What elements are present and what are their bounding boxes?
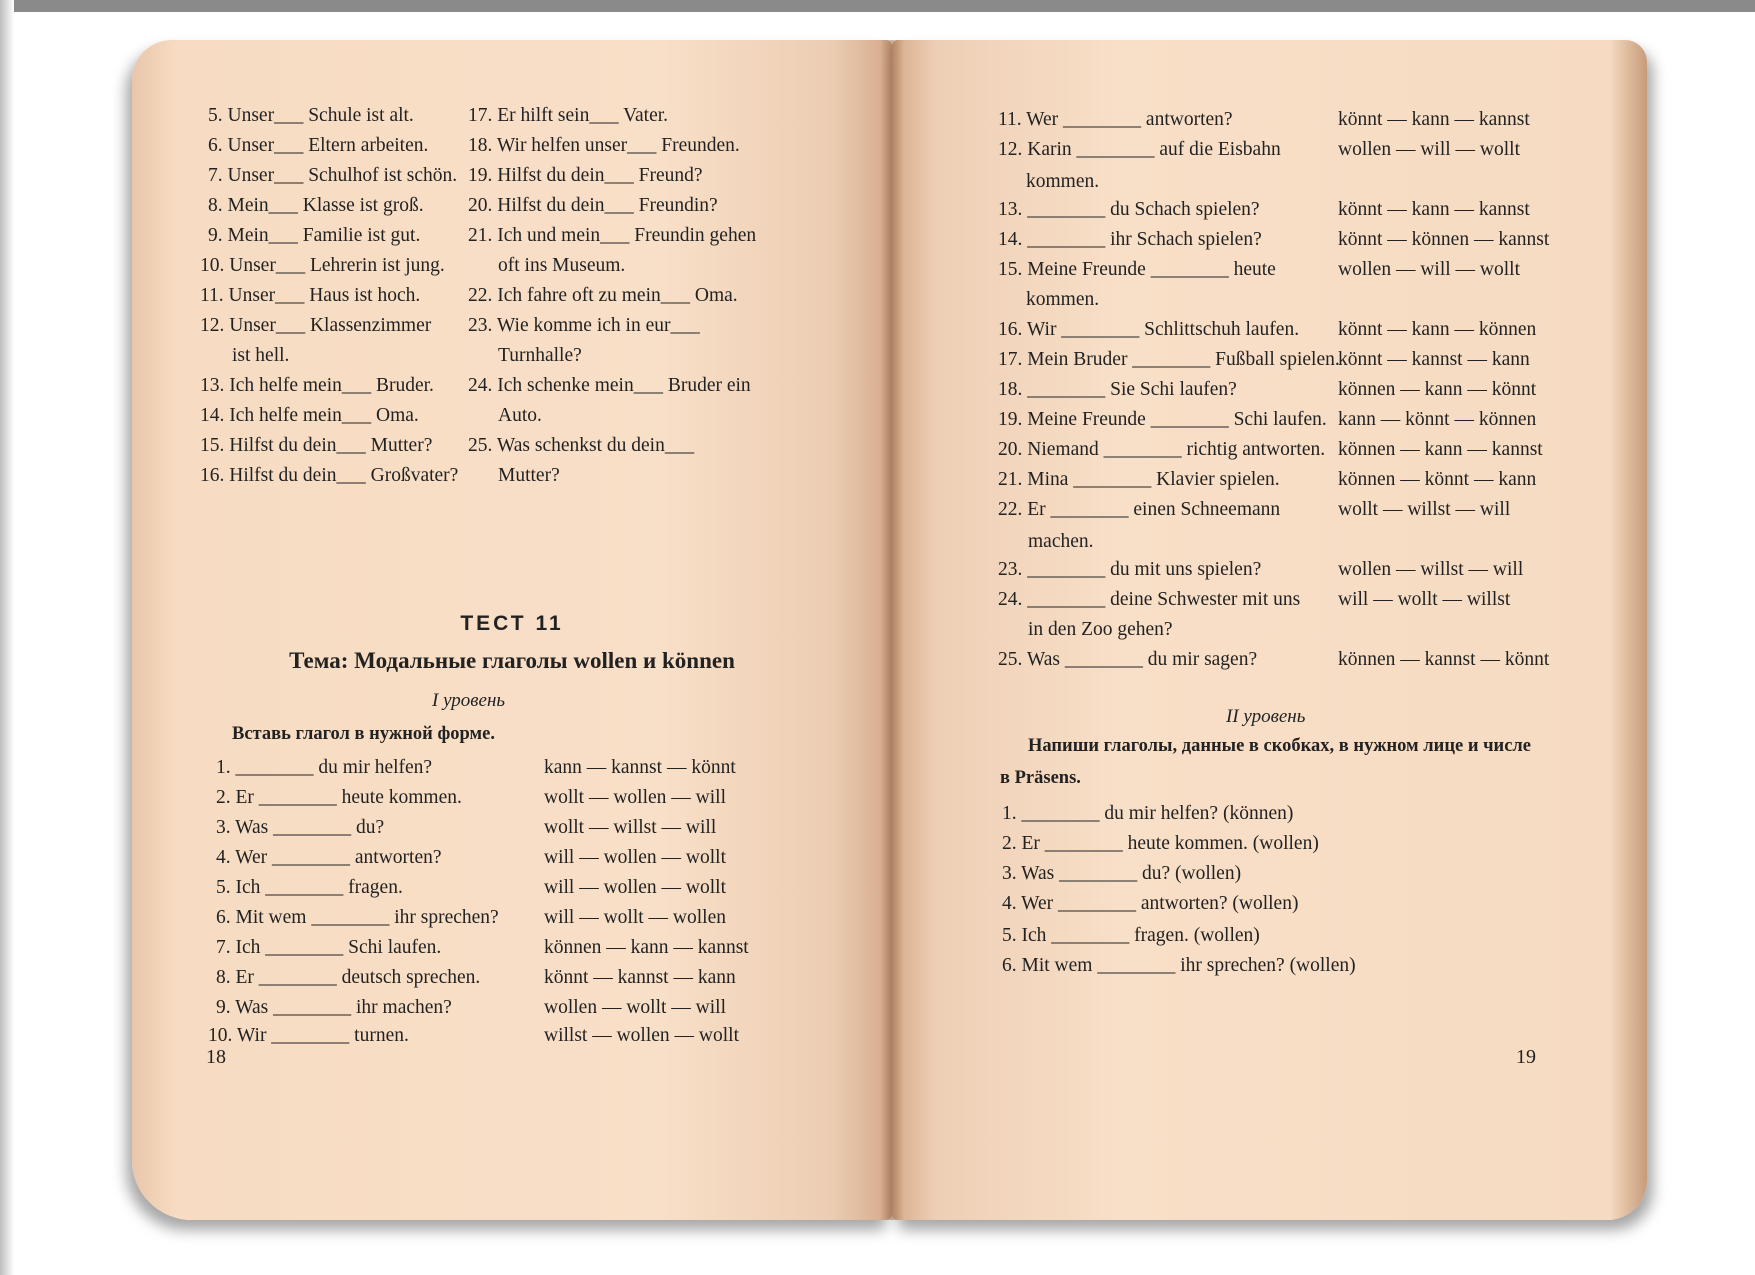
exercise-question: 2. Er ________ heute kommen. (wollen) xyxy=(1002,833,1319,854)
col1-line: 7. Unser___ Schulhof ist schön. xyxy=(208,165,458,186)
exercise-options: willst — wollen — wollt xyxy=(544,1025,739,1046)
exercise-options: wollen — willst — will xyxy=(1338,559,1524,580)
exercise-options: können — kannst — könnt xyxy=(1338,649,1550,670)
exercise-question: 3. Was ________ du? xyxy=(216,817,385,838)
exercise-question: kommen. xyxy=(1026,289,1100,310)
exercise-options: könnt — kann — kannst xyxy=(1338,199,1530,220)
exercise-question: machen. xyxy=(1028,531,1094,552)
exercise-question: in den Zoo gehen? xyxy=(1028,619,1173,640)
col2-line: Turnhalle? xyxy=(498,345,582,366)
exercise-options: wollt — wollen — will xyxy=(544,787,726,808)
page-number: 18 xyxy=(206,1046,226,1068)
col1-line: 12. Unser___ Klassenzimmer xyxy=(200,315,432,336)
instruction: Вставь глагол в нужной форме. xyxy=(232,724,495,744)
exercise-options: will — wollt — wollen xyxy=(544,907,726,928)
left-page xyxy=(132,40,892,1220)
book-spine xyxy=(880,40,904,1220)
exercise-question: 25. Was ________ du mir sagen? xyxy=(998,649,1258,670)
exercise-question: 24. ________ deine Schwester mit uns xyxy=(998,589,1301,610)
col1-line: 13. Ich helfe mein___ Bruder. xyxy=(200,375,434,396)
exercise-question: 2. Er ________ heute kommen. xyxy=(216,787,462,808)
col1-line: 16. Hilfst du dein___ Großvater? xyxy=(200,465,459,486)
open-book xyxy=(132,40,1647,1220)
exercise-question: 18. ________ Sie Schi laufen? xyxy=(998,379,1237,400)
test-topic: Тема: Модальные глаголы wollen и können xyxy=(289,648,735,673)
instruction: в Präsens. xyxy=(1000,768,1081,788)
instruction: Напиши глаголы, данные в скобках, в нужном лице и числе xyxy=(1028,736,1531,756)
exercise-options: will — wollt — willst xyxy=(1338,589,1511,610)
col2-line: 21. Ich und mein___ Freundin gehen xyxy=(468,225,757,246)
col2-line: oft ins Museum. xyxy=(498,255,626,276)
exercise-options: wollen — will — wollt xyxy=(1338,259,1520,280)
exercise-question: 4. Wer ________ antworten? xyxy=(216,847,442,868)
exercise-options: wollt — willst — will xyxy=(1338,499,1511,520)
exercise-question: 9. Was ________ ihr machen? xyxy=(216,997,452,1018)
exercise-question: 17. Mein Bruder ________ Fußball spielen. xyxy=(998,349,1340,370)
col1-line: 6. Unser___ Eltern arbeiten. xyxy=(208,135,429,156)
exercise-question: 1. ________ du mir helfen? xyxy=(216,757,433,778)
exercise-question: 11. Wer ________ antworten? xyxy=(998,109,1233,130)
col2-line: 18. Wir helfen unser___ Freunden. xyxy=(468,135,740,156)
exercise-question: 1. ________ du mir helfen? (können) xyxy=(1002,803,1294,824)
exercise-options: können — kann — kannst xyxy=(544,937,749,958)
page-number: 19 xyxy=(1516,1046,1536,1068)
col2-line: 19. Hilfst du dein___ Freund? xyxy=(468,165,703,186)
col2-line: 22. Ich fahre oft zu mein___ Oma. xyxy=(468,285,738,306)
col1-line: 15. Hilfst du dein___ Mutter? xyxy=(200,435,433,456)
scan-top-edge xyxy=(0,0,1755,12)
exercise-question: 7. Ich ________ Schi laufen. xyxy=(216,937,442,958)
col1-line: 9. Mein___ Familie ist gut. xyxy=(208,225,421,246)
exercise-question: 23. ________ du mit uns spielen? xyxy=(998,559,1262,580)
exercise-options: können — kann — kannst xyxy=(1338,439,1543,460)
col2-line: Mutter? xyxy=(498,465,560,486)
exercise-question: 4. Wer ________ antworten? (wollen) xyxy=(1002,893,1299,914)
exercise-options: wollen — will — wollt xyxy=(1338,139,1520,160)
col1-line: 5. Unser___ Schule ist alt. xyxy=(208,105,414,126)
col2-line: 25. Was schenkst du dein___ xyxy=(468,435,695,456)
exercise-options: könnt — kannst — kann xyxy=(544,967,736,988)
exercise-question: 5. Ich ________ fragen. (wollen) xyxy=(1002,925,1260,946)
exercise-options: wollen — wollt — will xyxy=(544,997,726,1018)
col1-line: 10. Unser___ Lehrerin ist jung. xyxy=(200,255,445,276)
col1-line: 8. Mein___ Klasse ist groß. xyxy=(208,195,424,216)
exercise-question: 12. Karin ________ auf die Eisbahn xyxy=(998,139,1281,160)
col1-line: ist hell. xyxy=(232,345,290,366)
exercise-options: könnt — kann — können xyxy=(1338,319,1537,340)
exercise-options: könnt — können — kannst xyxy=(1338,229,1550,250)
test-title: ТЕСТ 11 xyxy=(460,612,564,635)
level-heading: II уровень xyxy=(1226,706,1306,727)
exercise-question: 19. Meine Freunde ________ Schi laufen. xyxy=(998,409,1327,430)
col2-line: Auto. xyxy=(498,405,542,426)
exercise-question: 10. Wir ________ turnen. xyxy=(208,1025,409,1046)
level-heading: I уровень xyxy=(432,690,506,711)
col1-line: 11. Unser___ Haus ist hoch. xyxy=(200,285,421,306)
col2-line: 23. Wie komme ich in eur___ xyxy=(468,315,700,336)
exercise-options: können — könnt — kann xyxy=(1338,469,1537,490)
exercise-question: 13. ________ du Schach spielen? xyxy=(998,199,1260,220)
exercise-question: 6. Mit wem ________ ihr sprechen? xyxy=(216,907,499,928)
col2-line: 17. Er hilft sein___ Vater. xyxy=(468,105,669,126)
exercise-question: 22. Er ________ einen Schneemann xyxy=(998,499,1281,520)
exercise-question: 3. Was ________ du? (wollen) xyxy=(1002,863,1242,884)
exercise-question: 14. ________ ihr Schach spielen? xyxy=(998,229,1262,250)
exercise-question: 5. Ich ________ fragen. xyxy=(216,877,403,898)
exercise-question: 21. Mina ________ Klavier spielen. xyxy=(998,469,1280,490)
exercise-options: will — wollen — wollt xyxy=(544,877,726,898)
exercise-options: könnt — kann — kannst xyxy=(1338,109,1530,130)
exercise-question: 15. Meine Freunde ________ heute xyxy=(998,259,1276,280)
right-page xyxy=(892,40,1647,1220)
exercise-options: kann — könnt — können xyxy=(1338,409,1537,430)
exercise-question: 20. Niemand ________ richtig antworten. xyxy=(998,439,1326,460)
exercise-options: können — kann — könnt xyxy=(1338,379,1537,400)
scan-left-edge xyxy=(0,0,14,1275)
exercise-options: kann — kannst — könnt xyxy=(544,757,736,778)
exercise-question: kommen. xyxy=(1026,171,1100,192)
exercise-question: 16. Wir ________ Schlittschuh laufen. xyxy=(998,319,1300,340)
col2-line: 20. Hilfst du dein___ Freundin? xyxy=(468,195,718,216)
exercise-options: will — wollen — wollt xyxy=(544,847,726,868)
exercise-options: wollt — willst — will xyxy=(544,817,717,838)
col1-line: 14. Ich helfe mein___ Oma. xyxy=(200,405,419,426)
exercise-question: 6. Mit wem ________ ihr sprechen? (wollen) xyxy=(1002,955,1356,976)
exercise-question: 8. Er ________ deutsch sprechen. xyxy=(216,967,481,988)
col2-line: 24. Ich schenke mein___ Bruder ein xyxy=(468,375,751,396)
exercise-options: könnt — kannst — kann xyxy=(1338,349,1530,370)
